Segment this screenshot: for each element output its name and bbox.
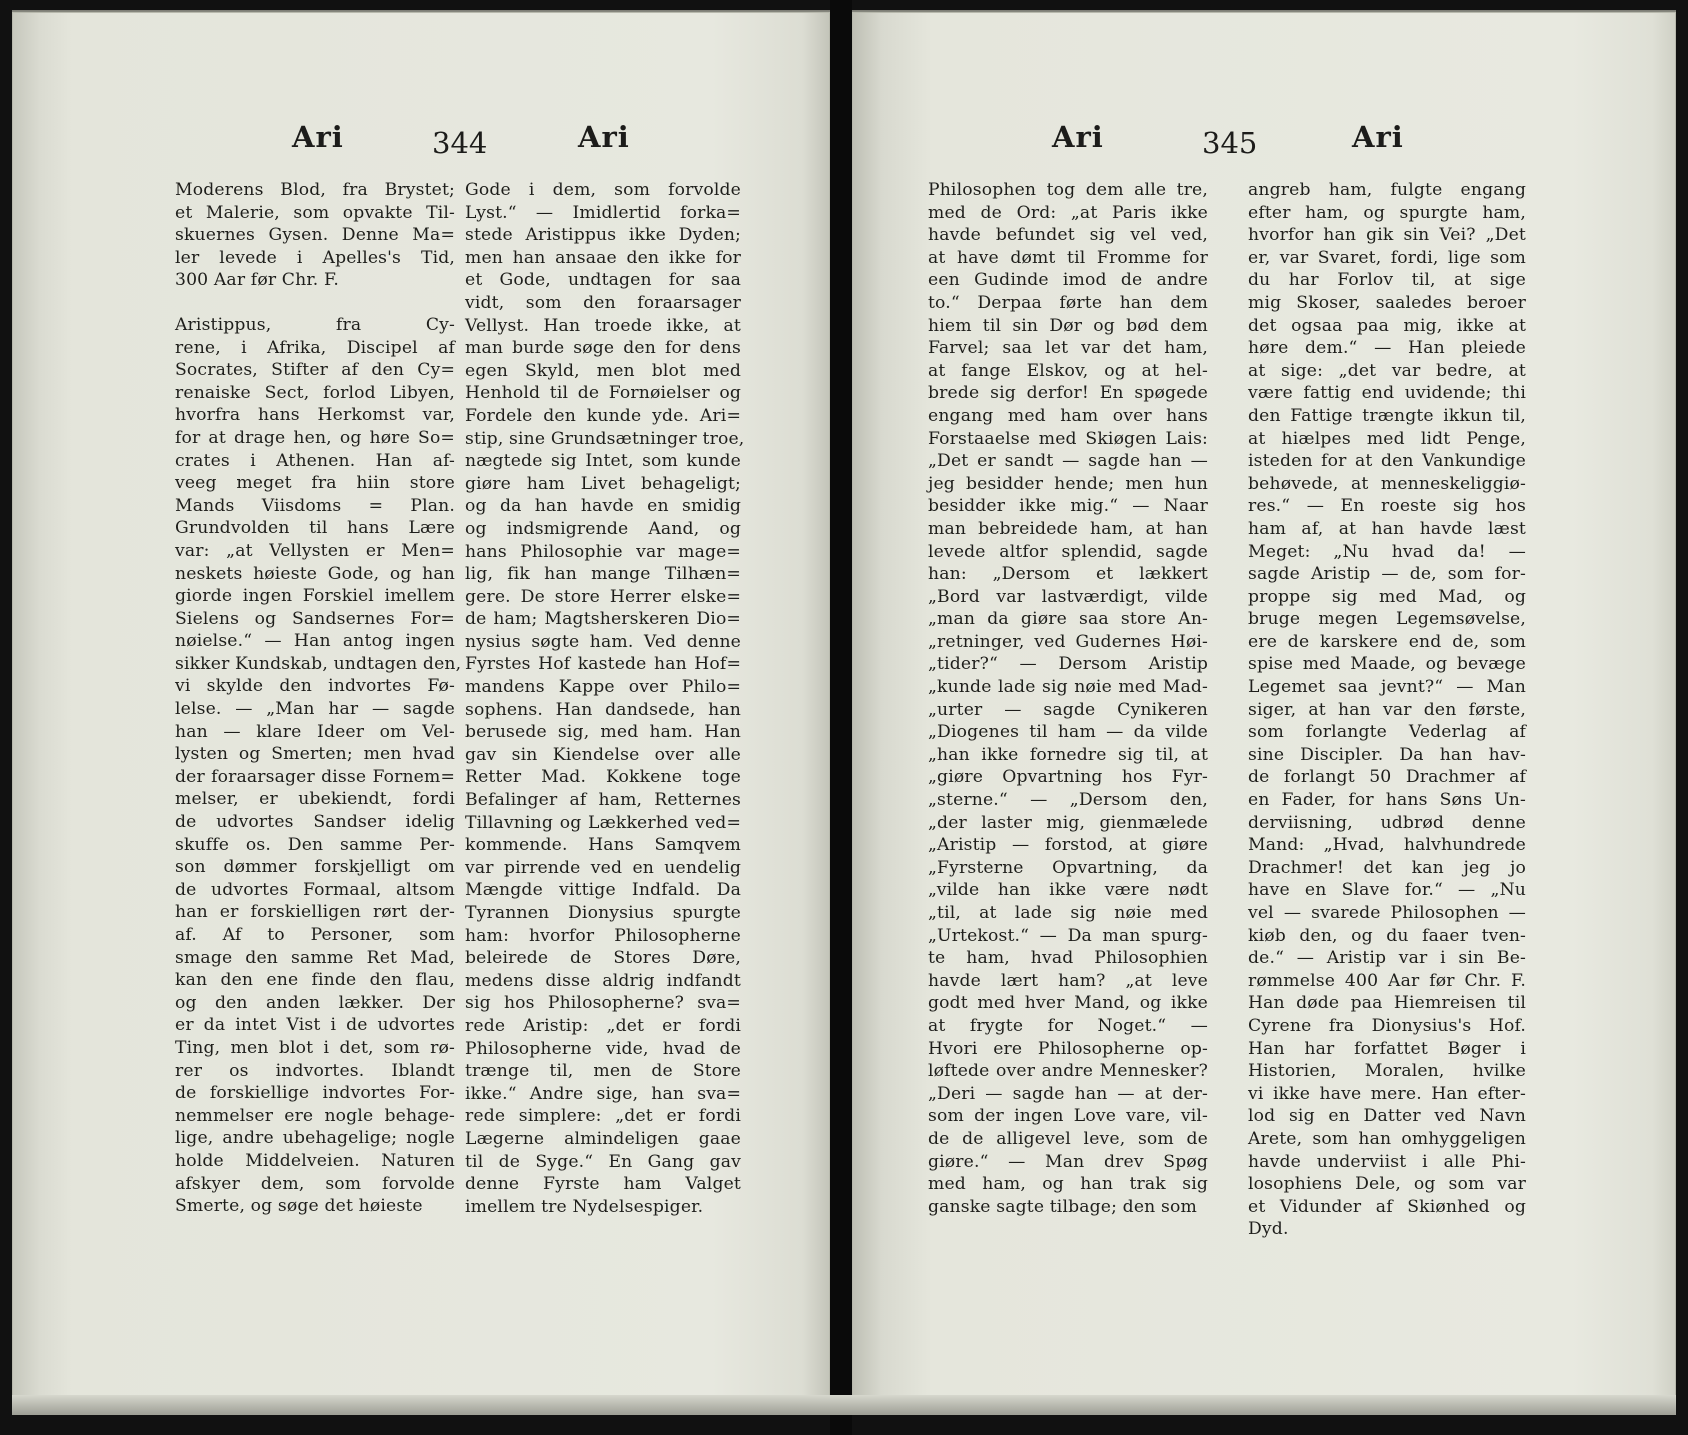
text-line: rene, i Afrika, Discipel af xyxy=(175,337,455,358)
text-line: denne Fyrste ham Valget xyxy=(465,1174,741,1195)
text-line: der foraarsager disse Fornem= xyxy=(175,766,455,787)
text-line: veeg meget fra hiin store xyxy=(175,473,455,494)
text-line: brede sig derfor! En spøgede xyxy=(928,383,1208,404)
text-line: „urter — sagde Cynikeren xyxy=(928,699,1208,720)
text-line: „til, at lade sig nøie med xyxy=(928,903,1208,923)
text-line: at hiælpes med lidt Penge, xyxy=(1248,428,1526,449)
text-line: gav sin Kiendelse over alle xyxy=(465,744,741,765)
text-line: „giøre Opvartning hos Fyr- xyxy=(928,767,1208,788)
text-line: de.“ — Aristip var i sin Be- xyxy=(1248,948,1526,969)
text-line: havde befundet sig vel ved, xyxy=(928,225,1208,246)
text-line: at frygte for Noget.“ — xyxy=(928,1015,1208,1036)
text-line: Befalinger af ham, Retternes xyxy=(465,790,741,811)
text-line: han er forskielligen rørt der- xyxy=(175,902,455,923)
text-line: Hvori ere Philosopherne op- xyxy=(928,1038,1208,1059)
text-line: til de Syge.“ En Gang gav xyxy=(465,1151,741,1172)
text-line: nemmelser ere nogle behage- xyxy=(175,1105,455,1126)
text-line: levede altfor splendid, sagde xyxy=(928,541,1208,562)
text-line: de de alligevel leve, som de xyxy=(928,1128,1208,1149)
text-line: „han ikke fornedre sig til, at xyxy=(928,744,1208,765)
text-line: de udvortes Sandser idelig xyxy=(175,812,455,833)
text-line: res.“ — En roeste sig hos xyxy=(1248,496,1526,517)
text-line: at sige: „det var bedre, at xyxy=(1248,360,1526,381)
text-line: et Gode, undtagen for saa xyxy=(465,270,741,291)
text-line: angreb ham, fulgte engang xyxy=(1248,180,1526,200)
text-line: rømmelse 400 Aar før Chr. F. xyxy=(1248,970,1526,991)
text-line: rede simplere: „det er fordi xyxy=(465,1106,741,1127)
text-line: melser, er ubekiendt, fordi xyxy=(175,789,455,810)
text-line: Mand: „Hvad, halvhundrede xyxy=(1248,835,1526,856)
text-line: af. Af to Personer, som xyxy=(175,925,455,945)
text-line: mandens Kappe over Philo= xyxy=(465,677,741,698)
text-line: lelse. — „Man har — sagde xyxy=(175,699,455,720)
text-line: som forlangte Vederlag af xyxy=(1248,722,1526,743)
text-line: Historien, Moralen, hvilke xyxy=(1248,1061,1526,1082)
text-line: med de Ord: „at Paris ikke xyxy=(928,202,1208,223)
text-line: ham: hvorfor Philosopherne xyxy=(465,925,741,946)
text-line: „Deri — sagde han — at der- xyxy=(928,1083,1208,1104)
text-line: Drachmer! det kan jeg jo xyxy=(1248,857,1526,878)
text-line: Mands Viisdoms = Plan. xyxy=(175,495,455,516)
text-line: nøielse.“ — Han antog ingen xyxy=(175,631,455,652)
text-line: Socrates, Stifter af den Cy= xyxy=(175,360,455,381)
text-line: man burde søge den for dens xyxy=(465,338,741,359)
right-page-headword-left: Ari xyxy=(1052,120,1104,154)
text-line: lig, fik han mange Tilhæn= xyxy=(465,564,741,585)
text-line: og da han havde en smidig xyxy=(465,496,741,517)
text-line: crates i Athenen. Han af- xyxy=(175,450,455,471)
text-line: for at drage hen, og høre So= xyxy=(175,427,455,448)
text-line: efter ham, og spurgte ham, xyxy=(1248,202,1526,223)
text-line: giøre ham Livet behageligt; xyxy=(465,473,741,494)
right-page-headword-right: Ari xyxy=(1352,120,1404,154)
text-line: den Fattige trængte ikkun til, xyxy=(1248,405,1526,426)
text-line: rede Aristip: „det er fordi xyxy=(465,1015,741,1036)
text-line: Vellyst. Han troede ikke, at xyxy=(465,315,741,336)
text-line: giøre.“ — Man drev Spøg xyxy=(928,1151,1208,1172)
text-line: sig hos Philosopherne? sva= xyxy=(465,993,741,1014)
text-line: ler levede i Apelles's Tid, xyxy=(175,247,455,268)
text-line: høre dem.“ — Han pleiede xyxy=(1248,338,1526,359)
text-line: han — klare Ideer om Vel- xyxy=(175,721,455,742)
text-line: afskyer dem, som forvolde xyxy=(175,1173,455,1194)
text-line: et Vidunder af Skiønhed og xyxy=(1248,1196,1526,1217)
text-line: og indsmigrende Aand, og xyxy=(465,518,741,539)
text-line: Fordele den kunde yde. Ari= xyxy=(465,405,741,426)
text-line: „man da giøre saa store An- xyxy=(928,609,1208,630)
text-line: Meget: „Nu hvad da! — xyxy=(1248,541,1526,562)
text-line: mig Skoser, saaledes beroer xyxy=(1248,292,1526,313)
text-line: de ham; Magtsherskeren Dio= xyxy=(465,609,741,630)
text-line: berusede sig, med ham. Han xyxy=(465,722,741,743)
page-bottom-edge xyxy=(12,1395,1676,1415)
text-line: med ham, og han trak sig xyxy=(928,1174,1208,1195)
text-line: være fattig end uvidende; thi xyxy=(1248,383,1526,404)
text-line: egen Skyld, men blot med xyxy=(465,360,741,381)
text-line: du har Forlov til, at sige xyxy=(1248,270,1526,291)
text-line: derviisning, udbrød denne xyxy=(1248,812,1526,833)
text-line: havde lært ham? „at leve xyxy=(928,970,1208,991)
text-line: lod sig en Datter ved Navn xyxy=(1248,1106,1526,1127)
text-line: „Diogenes til ham — da vilde xyxy=(928,722,1208,743)
text-line: sophens. Han dandsede, han xyxy=(465,699,741,720)
text-line: besidder ikke mig.“ — Naar xyxy=(928,496,1208,517)
left-page-headword-right: Ari xyxy=(578,120,630,154)
text-line: en Fader, for hans Søns Un- xyxy=(1248,790,1526,811)
text-line: siger, at han var den første, xyxy=(1248,699,1526,720)
text-line: vi ikke have mere. Han efter- xyxy=(1248,1083,1526,1104)
text-line: son dømmer forskjelligt om xyxy=(175,857,455,878)
text-line: have en Slave for.“ — „Nu xyxy=(1248,880,1526,901)
text-line: de forlangt 50 Drachmer af xyxy=(1248,767,1526,788)
text-line: hiem til sin Dør og bød dem xyxy=(928,315,1208,336)
text-line: to.“ Derpaa førte han dem xyxy=(928,292,1208,313)
text-line: Henhold til de Fornøielser og xyxy=(465,383,741,404)
text-line: lysten og Smerten; men hvad xyxy=(175,744,455,765)
text-line: „Det er sandt — sagde han — xyxy=(928,451,1208,472)
text-line: Lægerne almindeligen gaae xyxy=(465,1128,741,1149)
text-line: behøvede, at menneskeliggiø- xyxy=(1248,473,1526,494)
text-line: sikker Kundskab, undtagen den, xyxy=(175,653,462,674)
text-line: Moderens Blod, fra Brystet; xyxy=(175,180,455,200)
text-line: Han har forfattet Bøger i xyxy=(1248,1038,1526,1059)
text-line: giorde ingen Forskiel imellem xyxy=(175,586,455,607)
text-line: „sterne.“ — „Dersom den, xyxy=(928,790,1208,811)
text-line: Gode i dem, som forvolde xyxy=(465,180,741,200)
text-line: Smerte, og søge det høieste xyxy=(175,1196,423,1217)
text-line: de udvortes Formaal, altsom xyxy=(175,879,455,900)
text-line: te ham, hvad Philosophien xyxy=(928,948,1208,969)
right-page xyxy=(852,12,1676,1410)
text-line: godt med hver Mand, og ikke xyxy=(928,993,1208,1014)
text-line: han: „Dersom et lækkert xyxy=(928,564,1208,585)
text-line: Philosopherne vide, hvad de xyxy=(465,1038,741,1059)
text-line: smage den samme Ret Mad, xyxy=(175,947,455,968)
book-gutter xyxy=(830,0,852,1435)
text-line: holde Middelveien. Naturen xyxy=(175,1150,455,1171)
text-line: engang med ham over hans xyxy=(928,405,1208,426)
text-line: Retter Mad. Kokkene toge xyxy=(465,767,741,788)
text-line: Grundvolden til hans Lære xyxy=(175,518,455,539)
left-page-header xyxy=(12,120,830,170)
left-page-column-2 xyxy=(465,179,745,1218)
text-line: trænge til, men de Store xyxy=(465,1061,741,1082)
text-line: kan den ene finde den flau, xyxy=(175,970,455,991)
text-line: Tillavning og Lækkerhed ved= xyxy=(465,812,741,833)
left-page-headword-left: Ari xyxy=(292,120,344,154)
text-line: een Gudinde imod de andre xyxy=(928,270,1208,291)
text-line: „retninger, ved Gudernes Høi- xyxy=(928,631,1208,652)
text-line: vel — svarede Philosophen — xyxy=(1248,903,1526,923)
text-line: „kunde lade sig nøie med Mad- xyxy=(928,677,1208,698)
text-line: vi skylde den indvortes Fø- xyxy=(175,676,455,697)
text-line: nysius søgte ham. Ved denne xyxy=(465,631,741,652)
text-line: lige, andre ubehagelige; nogle xyxy=(175,1128,455,1149)
text-line: og den anden lækker. Der xyxy=(175,992,455,1013)
text-line: sine Discipler. Da han hav- xyxy=(1248,744,1526,765)
text-line: proppe sig med Mad, og xyxy=(1248,586,1526,607)
text-line: løftede over andre Mennesker? xyxy=(928,1061,1208,1082)
text-line: Lyst.“ — Imidlertid forka= xyxy=(465,202,741,223)
text-line: spise med Maade, og bevæge xyxy=(1248,654,1526,675)
text-line: men han ansaae den ikke for xyxy=(465,247,741,268)
text-line: skuffe os. Den samme Per- xyxy=(175,834,455,855)
text-line: Ting, men blot i det, som rø- xyxy=(175,1037,455,1058)
left-page-number: 344 xyxy=(432,126,488,160)
text-line: at have dømt til Fromme for xyxy=(928,247,1208,268)
text-line: ganske sagte tilbage; den som xyxy=(928,1196,1197,1217)
text-line: ham af, at han havde læst xyxy=(1248,518,1526,539)
text-line: jeg besidder hende; men hun xyxy=(928,473,1208,494)
text-line: Legemet saa jevnt?“ — Man xyxy=(1248,677,1526,698)
text-line: „Urtekost.“ — Da man spurg- xyxy=(928,925,1208,946)
text-line: bruge megen Legemsøvelse, xyxy=(1248,609,1526,630)
text-line: beleirede de Stores Døre, xyxy=(465,948,741,969)
text-line: isteden for at den Vankundige xyxy=(1248,451,1526,472)
text-line: renaiske Sect, forlod Libyen, xyxy=(175,382,455,403)
left-page-column-1 xyxy=(175,179,462,1218)
text-line: „Aristip — forstod, at giøre xyxy=(928,835,1208,856)
text-line: rer os indvortes. Iblandt xyxy=(175,1060,455,1081)
right-page-number: 345 xyxy=(1202,126,1258,160)
text-line: Philosophen tog dem alle tre, xyxy=(928,180,1208,200)
text-line: de forskiellige indvortes For- xyxy=(175,1083,455,1104)
text-line: et Malerie, som opvakte Til- xyxy=(175,202,455,223)
text-line: Cyrene fra Dionysius's Hof. xyxy=(1248,1015,1526,1036)
text-line: „tider?“ — Dersom Aristip xyxy=(928,654,1208,675)
text-line: var pirrende ved en uendelig xyxy=(465,857,741,878)
text-line: „vilde han ikke være nødt xyxy=(928,880,1208,901)
left-page xyxy=(12,12,830,1410)
text-line: ere de karskere end de, som xyxy=(1248,631,1526,652)
text-line: losophiens Dele, og som var xyxy=(1248,1174,1526,1195)
text-line: Mængde vittige Indfald. Da xyxy=(465,880,741,901)
text-line: Aristippus, fra Cy- xyxy=(175,314,455,335)
text-line: Fyrstes Hof kastede han Hof= xyxy=(465,654,741,675)
text-line: Han døde paa Hiemreisen til xyxy=(1248,993,1526,1014)
text-line: sagde Aristip — de, som for- xyxy=(1248,564,1526,585)
text-line: man bebreidede ham, at han xyxy=(928,518,1208,539)
text-line: Tyrannen Dionysius spurgte xyxy=(465,903,741,923)
text-line: Sielens og Sandsernes For= xyxy=(175,608,455,629)
text-line: er da intet Vist i de udvortes xyxy=(175,1015,455,1036)
text-line: Dyd. xyxy=(1248,1219,1289,1240)
text-line: hvorfor han gik sin Vei? „Det xyxy=(1248,225,1526,246)
text-line: Arete, som han omhyggeligen xyxy=(1248,1128,1526,1149)
text-line: „Bord var lastværdigt, vilde xyxy=(928,586,1208,607)
paragraph-gap xyxy=(175,292,455,314)
text-line: som der ingen Love vare, vil- xyxy=(928,1106,1208,1127)
text-line: 300 Aar før Chr. F. xyxy=(175,270,340,291)
text-line: Farvel; saa let var det ham, xyxy=(928,338,1208,359)
text-line: kiøb den, og du faaer tven- xyxy=(1248,925,1526,946)
text-line: det ogsaa paa mig, ikke at xyxy=(1248,315,1526,336)
text-line: imellem tre Nydelsespiger. xyxy=(465,1196,704,1217)
right-page-header xyxy=(852,120,1676,170)
text-line: gere. De store Herrer elske= xyxy=(465,586,741,607)
text-line: stip, sine Grundsætninger troe, xyxy=(465,428,745,449)
text-line: hans Philosophie var mage= xyxy=(465,541,741,562)
text-line: neskets høieste Gode, og han xyxy=(175,563,455,584)
right-page-column-2 xyxy=(1248,179,1526,1241)
text-line: „der laster mig, gienmælede xyxy=(928,812,1208,833)
text-line: hvorfra hans Herkomst var, xyxy=(175,405,455,426)
text-line: ikke.“ Andre sige, han sva= xyxy=(465,1083,741,1104)
text-line: havde underviist i alle Phi- xyxy=(1248,1151,1526,1172)
right-page-column-1 xyxy=(928,179,1208,1218)
text-line: nægtede sig Intet, som kunde xyxy=(465,451,741,472)
text-line: skuernes Gysen. Denne Ma= xyxy=(175,225,455,246)
text-line: kommende. Hans Samqvem xyxy=(465,835,741,856)
text-line: vidt, som den foraarsager xyxy=(465,292,741,313)
text-line: medens disse aldrig indfandt xyxy=(465,970,741,991)
text-line: stede Aristippus ikke Dyden; xyxy=(465,225,741,246)
text-line: Forstaaelse med Skiøgen Lais: xyxy=(928,428,1208,449)
text-line: var: „at Vellysten er Men= xyxy=(175,540,455,561)
text-line: er, var Svaret, fordi, lige som xyxy=(1248,247,1526,268)
text-line: at fange Elskov, og at hel- xyxy=(928,360,1208,381)
text-line: „Fyrsterne Opvartning, da xyxy=(928,857,1208,878)
